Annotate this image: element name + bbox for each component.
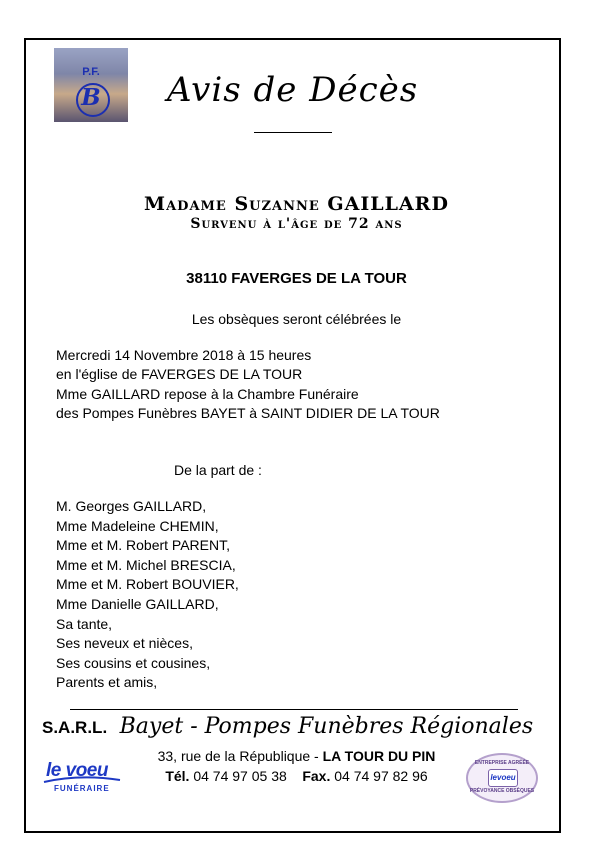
family-member: Ses neveux et nièces, — [56, 635, 193, 652]
levoeu-logo-word: le voeu — [46, 760, 108, 781]
company-name: Bayet - Pompes Funèbres Régionales — [119, 714, 534, 739]
family-member: M. Georges GAILLARD, — [56, 498, 207, 514]
pfb-logo-monogram-letter: B — [81, 84, 101, 111]
family-member: Mme et M. Michel BRESCIA, — [56, 556, 236, 573]
agree-badge-bottom: PRÉVOYANCE OBSÈQUES — [469, 788, 535, 794]
deceased-age: Survenu à l'âge de 72 ans — [190, 216, 403, 232]
pfb-logo — [54, 48, 128, 122]
levoeu-logo-sub: FUNÉRAIRE — [54, 784, 110, 793]
family-member: Mme Madeleine CHEMIN, — [56, 517, 219, 534]
deceased-name: Madame Suzanne GAILLARD — [144, 193, 449, 215]
notice-title: Avis de Décès — [167, 70, 419, 110]
ceremony-line: en l'église de FAVERGES DE LA TOUR — [56, 366, 303, 383]
deceased-location: 38110 FAVERGES DE LA TOUR — [186, 270, 407, 287]
family-member: Mme Danielle GAILLARD, — [56, 595, 219, 612]
family-list — [56, 497, 239, 693]
family-heading: De la part de : — [174, 462, 262, 478]
company-line — [42, 714, 533, 739]
tel-label: Tél. — [165, 768, 190, 784]
fax-label: Fax. — [302, 768, 331, 784]
family-member: Parents et amis, — [56, 674, 158, 691]
ceremony-line: des Pompes Funèbres BAYET à SAINT DIDIER DE LA TOUR — [56, 404, 440, 421]
agree-badge-logo — [466, 753, 538, 803]
address-city: LA TOUR DU PIN — [322, 748, 436, 764]
ceremony-intro: Les obsèques seront célébrées le — [191, 311, 402, 327]
pfb-logo-monogram-top: P.F. — [82, 66, 100, 78]
family-member: Sa tante, — [56, 615, 113, 632]
agree-badge-mid: levoeu — [488, 769, 518, 787]
title-divider — [254, 132, 332, 133]
ceremony-line: Mercredi 14 Novembre 2018 à 15 heures — [56, 347, 312, 363]
tel-value: 04 74 97 05 38 — [193, 768, 287, 784]
family-member: Mme et M. Robert BOUVIER, — [56, 576, 239, 593]
family-member: Ses cousins et cousines, — [56, 654, 211, 671]
footer-divider — [70, 709, 518, 710]
agree-badge-top: ENTREPRISE AGRÉÉE — [474, 760, 530, 766]
fax-value: 04 74 97 82 96 — [334, 768, 428, 784]
ceremony-details — [56, 346, 440, 423]
company-prefix: S.A.R.L. — [42, 718, 108, 737]
address-street: 33, rue de la République - — [157, 748, 323, 764]
ceremony-line: Mme GAILLARD repose à la Chambre Funéraire — [56, 385, 359, 402]
family-member: Mme et M. Robert PARENT, — [56, 537, 231, 554]
